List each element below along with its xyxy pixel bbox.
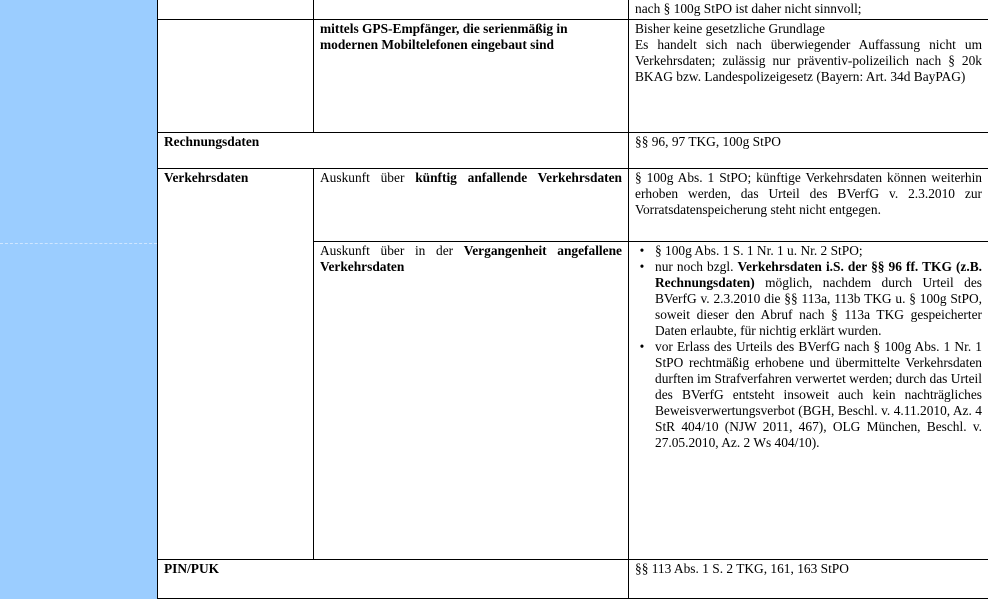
subcategory-text: Auskunft über in der: [320, 242, 464, 258]
legal-basis-cell: § 100g Abs. 1 StPO; künftige Verkehrsdaten können weiterhin erhoben werden, das Urteil des BVerfG v. 2.3.2010 zur Vorratsdatenspeicherung steht nicht entgegen.: [629, 168, 988, 241]
sidebar-band: [0, 0, 158, 599]
bullet-icon: •: [639, 338, 645, 354]
legal-table: [157, 0, 988, 599]
legal-basis-cell: nach § 100g StPO ist daher nicht sinnvoll;: [629, 0, 988, 19]
list-item-emphasis: Verkehrsdaten i.S. der §§ 96 ff. TKG (z.B. Rechnungsdaten): [655, 258, 982, 290]
list-item: [639, 242, 982, 259]
category-cell-rechnungsdaten: Rechnungsdaten: [158, 132, 629, 168]
legal-basis-cell: §§ 96, 97 TKG, 100g StPO: [629, 132, 988, 168]
legal-basis-cell: [629, 19, 988, 132]
list-item-text: nur noch bzgl.: [655, 258, 738, 274]
category-cell-verkehrsdaten: Verkehrsdaten: [158, 168, 314, 559]
bullet-icon: •: [639, 258, 645, 274]
table-row: [158, 132, 988, 168]
table-row: [158, 19, 988, 132]
table-row: [158, 0, 988, 19]
subcategory-cell: [314, 241, 629, 559]
subcategory-text: Auskunft über: [320, 169, 416, 185]
table-row: [158, 559, 988, 598]
list-item-text: § 100g Abs. 1 S. 1 Nr. 1 u. Nr. 2 StPO;: [655, 242, 863, 258]
list-item: [639, 258, 982, 339]
legal-basis-cell: [629, 241, 988, 559]
list-item-text: vor Erlass des Urteils des BVerfG nach § 100g Abs. 1 Nr. 1 StPO rechtmäßig erhobene und übermittelte Verkehrsdaten durften im Strafverfahren verwertet werden; durch das Urteil des BVerfG entsteht insoweit auch kein nachträgliches Beweisverwertungsverbot (BGH, Beschl. v. 4.11.2010, Az. 4 StR 404/10 (NJW 2011, 467), OLG München, Beschl. v. 27.05.2010, Az. 2 Ws 404/10).: [655, 338, 982, 450]
table-row: [158, 168, 988, 241]
subcategory-cell: [314, 0, 629, 19]
legal-basis-cell: §§ 113 Abs. 1 S. 2 TKG, 161, 163 StPO: [629, 559, 988, 598]
legal-basis-heading: Bisher keine gesetzliche Grundlage: [635, 20, 825, 36]
sidebar-separator: [0, 243, 157, 244]
category-cell-pinpuk: PIN/PUK: [158, 559, 629, 598]
list-item: [639, 338, 982, 451]
bullet-icon: •: [639, 242, 645, 258]
bullet-list: [635, 243, 982, 451]
subcategory-cell: mittels GPS-Empfänger, die serienmäßig in modernen Mobiltelefonen eingebaut sind: [314, 19, 629, 132]
list-item-text: möglich, nachdem durch Urteil des BVerfG v. 2.3.2010 die §§ 113a, 113b TKG u. § 100g StPO, soweit dieser den Abruf nach § 113a TKG gespeicherter Daten erlaubte, für nichtig erklärt wurden.: [655, 274, 982, 338]
subcategory-emphasis: Vergangenheit angefallene Verkehrsdaten: [320, 242, 622, 274]
category-cell: [158, 0, 314, 19]
subcategory-emphasis: künftig anfallende Verkehrsdaten: [415, 169, 622, 185]
category-cell: [158, 19, 314, 132]
subcategory-cell: [314, 168, 629, 241]
legal-basis-text: Es handelt sich nach überwiegender Auffassung nicht um Verkehrsdaten; zulässig nur präventiv-polizeilich nach § 20k BKAG bzw. Landespolizeigesetz (Bayern: Art. 34d BayPAG): [635, 36, 982, 84]
